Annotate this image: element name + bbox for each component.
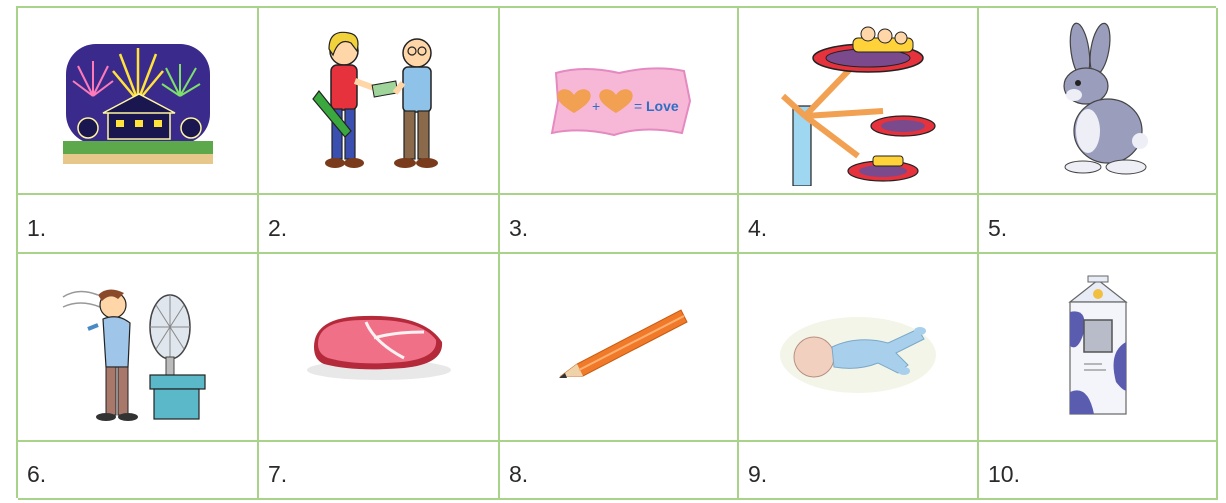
svg-text:+: + [591,97,600,114]
item-number: 2. [268,215,288,241]
hearts-equal-love-icon [544,61,694,141]
answer-cell-3[interactable] [500,195,739,254]
fireworks-house-icon [58,36,218,166]
sleeping-baby-icon [778,297,938,397]
vocabulary-grid [16,6,1216,498]
guitar-money-exchange-icon [299,21,459,181]
answer-cell-2[interactable] [259,195,500,254]
picture-cell-3 [500,8,739,195]
svg-text:=: = [633,97,642,114]
answer-cell-8[interactable] [500,442,739,500]
picture-cell-1 [18,8,259,195]
picture-cell-9 [739,254,979,442]
answer-cell-5[interactable] [979,195,1218,254]
picture-cell-8 [500,254,739,442]
gray-rabbit-icon [1038,21,1158,181]
picture-cell-5 [979,8,1218,195]
man-in-front-of-fan-icon [58,267,218,427]
steak-meat-icon [304,302,454,392]
picture-cell-10 [979,254,1218,442]
item-number: 6. [27,461,47,487]
item-number: 5. [988,215,1008,241]
item-number: 9. [748,461,768,487]
item-number: 10. [988,461,1020,487]
picture-cell-6 [18,254,259,442]
item-number: 8. [509,461,529,487]
answer-cell-7[interactable] [259,442,500,500]
answer-cell-6[interactable] [18,442,259,500]
orange-pencil-icon [539,302,699,392]
item-number: 1. [27,215,47,241]
milk-carton-icon [1058,272,1138,422]
picture-cell-4 [739,8,979,195]
love-text: Love [645,97,679,114]
answer-cell-1[interactable] [18,195,259,254]
item-number: 4. [748,215,768,241]
picture-cell-2 [259,8,500,195]
answer-cell-4[interactable] [739,195,979,254]
amusement-ride-icon [773,16,943,186]
item-number: 7. [268,461,288,487]
picture-cell-7 [259,254,500,442]
answer-cell-10[interactable] [979,442,1218,500]
answer-cell-9[interactable] [739,442,979,500]
item-number: 3. [509,215,529,241]
